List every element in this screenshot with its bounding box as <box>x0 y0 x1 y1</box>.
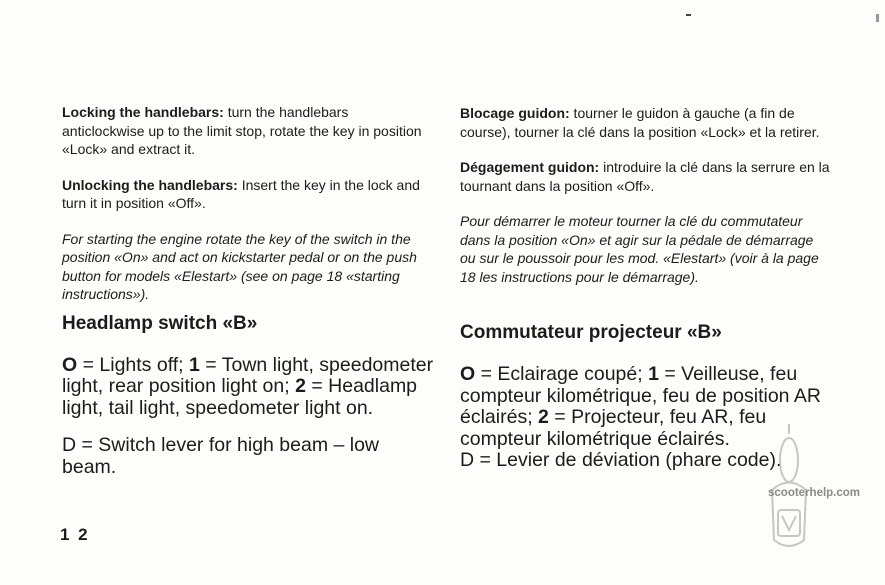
switch-lever-text: D = Switch lever for high beam – low beam. <box>62 434 380 478</box>
position-2-text: = Headlamp light, tail light, speedometer light on. <box>62 375 418 419</box>
degagement-label: Dégagement guidon: <box>460 159 600 175</box>
position-o-key: O <box>62 353 78 376</box>
scan-speck <box>686 14 691 16</box>
unlocking-text: Insert the key in the lock and turn it in position «Off». <box>62 176 420 211</box>
blocage-label: Blocage guidon: <box>460 105 570 121</box>
page-number: 1 2 <box>60 525 90 544</box>
position-1-key: 1 <box>189 353 200 376</box>
levier-text: D = Levier de déviation (phare code). <box>460 449 782 471</box>
position-1-key-fr: 1 <box>648 363 659 385</box>
position-2-key-fr: 2 <box>538 406 549 428</box>
blocage-text: tourner le guidon à gauche (a fin de course), tourner la clé dans la position «Lock» et la retirer. <box>460 105 820 140</box>
blocage-paragraph <box>460 104 832 141</box>
demarrage-note: Pour démarrer le moteur tourner la clé du commutateur dans la position «On» et agir sur la pédale de démarrage ou sur le poussoir pour les mod. «Elestart» (voir à la page 18 les instructions pour le démarrage). <box>460 213 819 285</box>
position-o-text-fr: = Eclairage coupé; <box>475 363 649 385</box>
locking-text: turn the handlebars anticlockwise up to the limit stop, rotate the key in position «Lock» and extract it. <box>62 104 422 157</box>
unlocking-paragraph <box>62 176 434 213</box>
position-2-key: 2 <box>295 375 306 397</box>
position-1-text: = Town light, speedometer light, rear position light on; <box>62 353 434 397</box>
degagement-text: introduire la clé dans la serrure en la tournant dans la position «Off». <box>460 159 830 194</box>
commutateur-heading: Commutateur projecteur «B» <box>460 322 722 343</box>
degagement-paragraph <box>460 158 832 195</box>
position-o-key-fr: O <box>460 363 476 385</box>
locking-paragraph <box>62 103 434 159</box>
french-column <box>460 104 832 472</box>
english-column <box>62 103 434 478</box>
position-1-text-fr: = Veilleuse, feu compteur kilométrique, feu de position AR éclairés; <box>460 363 821 428</box>
position-o-text: = Lights off; <box>77 353 190 376</box>
scan-speck <box>876 14 879 22</box>
position-2-text-fr: = Projecteur, feu AR, feu compteur kilométrique éclairés. <box>460 406 767 450</box>
locking-label: Locking the handlebars: <box>62 104 224 120</box>
watermark-text: scooterhelp.com <box>768 487 861 499</box>
unlocking-label: Unlocking the handlebars: <box>62 176 238 193</box>
headlamp-heading: Headlamp switch «B» <box>62 312 258 334</box>
switch-positions <box>62 355 434 420</box>
starting-note: For starting the engine rotate the key of the switch in the position «On» and act on kickstarter pedal or on the push button for models «Elestart» (see on page 18 «starting instructions»). <box>62 230 417 302</box>
